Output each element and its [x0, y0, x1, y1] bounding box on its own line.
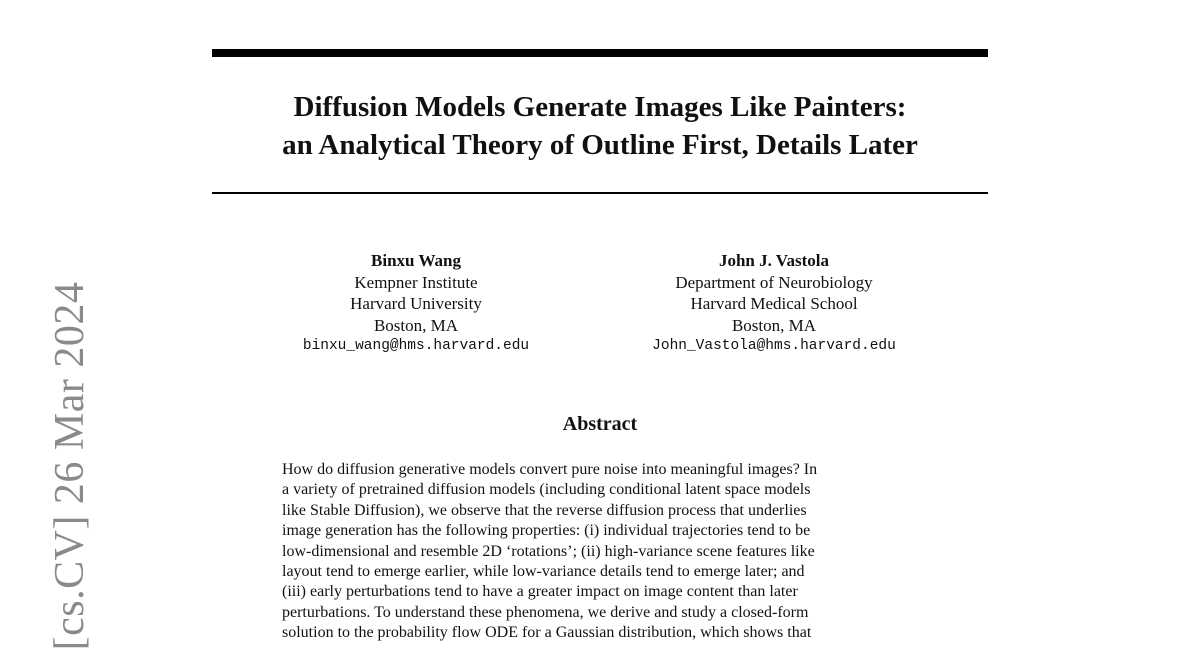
author-block-1	[266, 250, 566, 358]
author-email: John_Vastola@hms.harvard.edu	[652, 338, 896, 354]
abstract-text	[282, 460, 922, 644]
author-affiliation: Harvard University	[350, 294, 482, 313]
paper-title-line-1: Diffusion Models Generate Images Like Painters:	[293, 91, 907, 123]
abstract-heading: Abstract	[562, 413, 638, 435]
abstract-line: (iii) early perturbations tend to have a greater impact on image content than later	[282, 583, 798, 601]
author-block-2	[624, 250, 924, 358]
author-email: binxu_wang@hms.harvard.edu	[302, 338, 530, 354]
author-name: Binxu Wang	[371, 251, 461, 270]
abstract-line: like Stable Diffusion), we observe that the reverse diffusion process that underlies	[282, 501, 807, 519]
author-location: Boston, MA	[731, 315, 817, 335]
title-top-rule	[212, 49, 988, 57]
abstract-line: a variety of pretrained diffusion models (including conditional latent space models	[282, 481, 811, 499]
author-name: John J. Vastola	[718, 251, 830, 270]
author-affiliation: Department of Neurobiology	[675, 272, 873, 292]
author-affiliation: Kempner Institute	[354, 272, 478, 292]
author-affiliation: Harvard Medical School	[690, 294, 858, 313]
abstract-line: solution to the probability flow ODE for a Gaussian distribution, which shows that	[282, 624, 812, 642]
paper-title-line-2: an Analytical Theory of Outline First, Details Later	[282, 129, 918, 161]
author-location: Boston, MA	[373, 315, 459, 335]
abstract-line: layout tend to emerge earlier, while low-variance details tend to emerge later; and	[282, 563, 805, 581]
paper-title	[212, 88, 988, 164]
abstract-line: low-dimensional and resemble 2D ‘rotations’; (ii) high-variance scene features like	[282, 542, 815, 560]
abstract-line: perturbations. To understand these phenomena, we derive and study a closed-form	[282, 603, 809, 621]
abstract-line: image generation has the following properties: (i) individual trajectories tend to be	[282, 522, 811, 540]
abstract-line: How do diffusion generative models convert pure noise into meaningful images? In	[282, 461, 818, 478]
title-bottom-rule	[212, 192, 988, 194]
arxiv-identifier-stamp: [cs.CV] 26 Mar 2024	[47, 281, 93, 650]
